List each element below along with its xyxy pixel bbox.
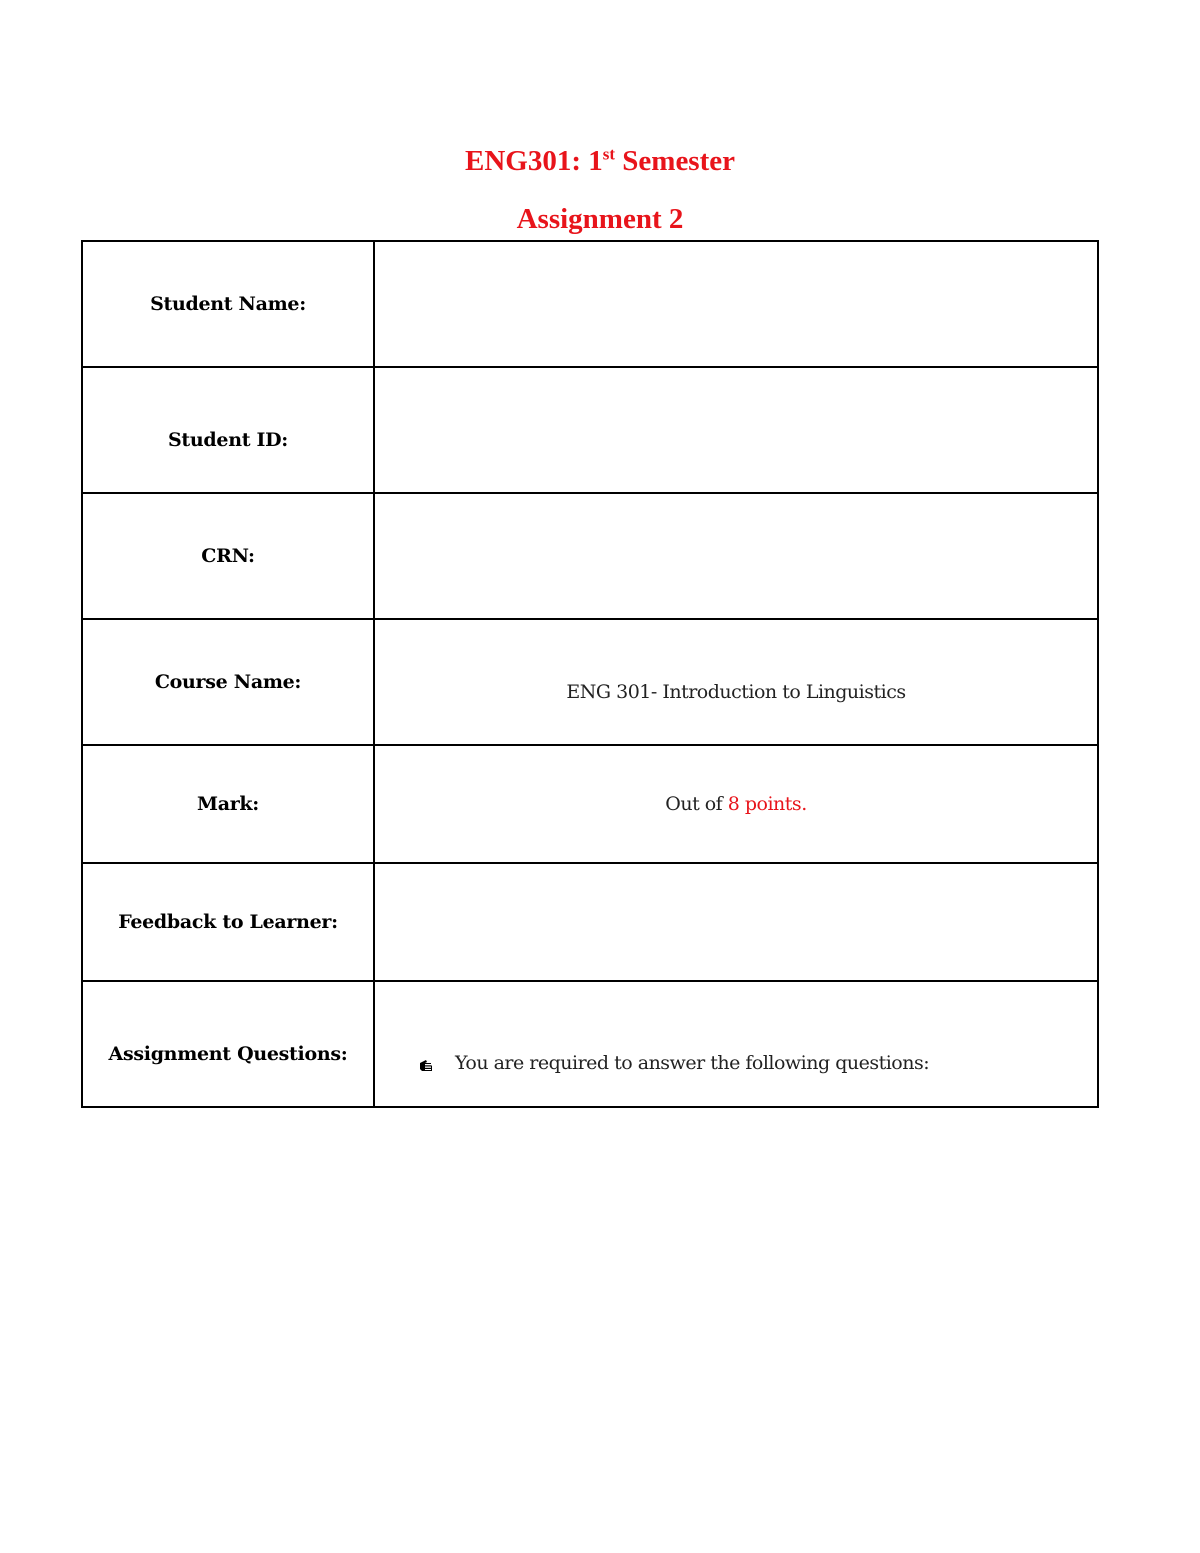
table-row-course-name [82,619,1098,745]
course-name-label: Course Name: [154,671,302,693]
student-name-label-cell [82,241,374,367]
mark-points: 8 points [727,793,802,815]
feedback-label-cell [82,863,374,981]
questions-instruction: You are required to answer the following questions: [455,1051,930,1074]
assignment-cover-table [81,240,1099,1108]
page-title-course [0,144,1200,178]
mark-label: Mark: [196,793,260,815]
mark-suffix: . [801,793,807,815]
course-code: ENG301: 1 [465,145,603,177]
mark-prefix: Out of [665,793,728,815]
crn-label: CRN: [201,545,255,567]
feedback-field[interactable] [374,863,1098,981]
course-name-label-cell [82,619,374,745]
pointing-hand-icon [419,1056,433,1070]
student-id-label: Student ID: [168,429,288,451]
questions-label-cell [82,981,374,1107]
ordinal-suffix: st [602,144,616,164]
questions-instruction-line [419,1052,1097,1074]
semester-word: Semester [615,145,735,177]
table-row-mark [82,745,1098,863]
student-id-field[interactable] [374,367,1098,493]
course-name-field [374,619,1098,745]
student-name-field[interactable] [374,241,1098,367]
table-row-feedback [82,863,1098,981]
crn-label-cell [82,493,374,619]
table-row-crn [82,493,1098,619]
mark-label-cell [82,745,374,863]
crn-field[interactable] [374,493,1098,619]
questions-label: Assignment Questions: [108,1043,348,1065]
course-name-value: ENG 301- Introduction to Linguistics [566,681,906,703]
assignment-title: Assignment 2 [516,203,684,235]
table-row-student-name [82,241,1098,367]
feedback-label: Feedback to Learner: [118,911,338,933]
table-row-student-id [82,367,1098,493]
student-name-label: Student Name: [150,293,306,315]
table-row-questions [82,981,1098,1107]
student-id-label-cell [82,367,374,493]
questions-cell [374,981,1098,1107]
mark-field [374,745,1098,863]
